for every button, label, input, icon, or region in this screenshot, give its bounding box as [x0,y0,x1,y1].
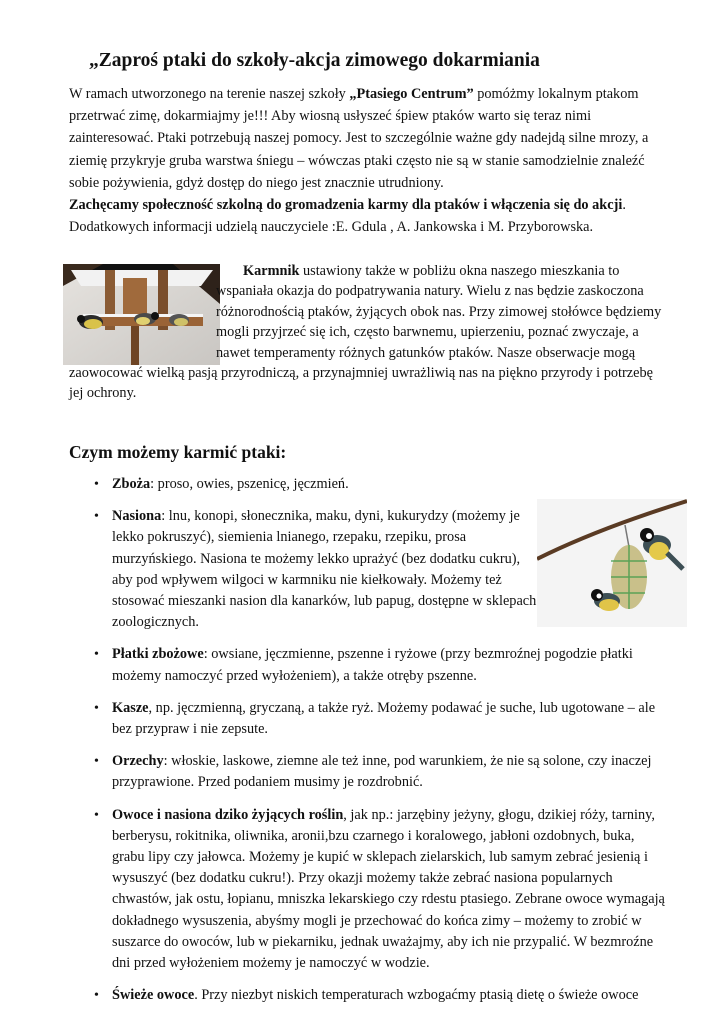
list-item [69,644,669,686]
seed-text-block [112,506,540,633]
item-term: Owoce i nasiona dziko żyjących roślin [112,806,344,823]
item-term: Płatki zbożowe [112,646,204,663]
bullet-icon: • [94,477,99,492]
contact-info: Dodatkowych informacji udzielą nauczyciele :E. Gdula , A. Jankowska i M. Przyborowska. [69,219,594,236]
call-to-action-bold: Zachęcamy społeczność szkolną do gromadzenia karmy dla ptaków i włączenia się do akcji [69,197,623,214]
list-item [69,751,669,793]
bullet-icon: • [94,700,99,716]
intro-section [69,83,669,238]
ptasie-centrum-name: „Ptasiego Centrum” [349,86,474,102]
item-description: : owsiane, jęczmienne, pszenne i ryżowe (przy bezmroźnej pogodzie płatki możemy namoczyć przed wyłożeniem), a także otręby pszenne. [112,646,633,684]
item-description: : lnu, konopi, słonecznika, maku, dyni, kukurydzy (możemy je lekko pokruszyć), siemienia lnianego, rzepaku, rzepiku, prosa murzyńskiego. Nasiona te możemy lekko uprażyć (bez dodatku cukru), aby pod wpływem wilgoci w karmniku nie kiełkowały. Możemy też stosować mieszanki nasion dla kanarków, lub papug, dostępne w sklepach zoologicznych. [112,508,537,631]
bullet-icon: • [94,647,99,663]
item-description: : włoskie, laskowe, ziemne ale też inne, pod warunkiem, że nie są solone, czy inaczej przyprawione. Przed podaniem musimy je rozdrobnić. [112,753,652,791]
list-item [69,698,669,740]
bullet-icon: • [94,807,99,823]
section-title: Czym możemy karmić ptaki: [69,442,287,462]
tits-on-seed-ball-photo [537,499,687,627]
item-description: . Przy niezbyt niskich temperaturach wzbogaćmy ptasią dietę o świeże owoce [194,987,639,1004]
feeder-text: ustawiony także w pobliżu okna naszego mieszkania to wspaniała okazja do podpatrywania natury. Wielu z nas będzie zaskoczona różnorodnością ptaków, żyjących obok nas. Przy zimowej stołówce będziemy mogli przyjrzeć się ich, często barwnemu, upierzeniu, poznać zwyczaje, a nawet temperamenty różnych gatunków ptaków. Nasze obserwacje mogą zaowocować wielką pasją przyrodniczą, a przynajmniej uwrażliwią nas na piękno przyrody i potrzebę jej ochrony. [69,263,662,402]
intro-text-start: W ramach utworzonego na terenie naszej szkoły [69,86,350,102]
list-item [69,474,669,495]
feeder-paragraph [69,261,669,404]
bullet-icon: • [94,754,99,770]
image-spacer [69,261,216,361]
item-term: Nasiona [112,508,162,525]
item-term: Zboża [112,476,151,492]
list-item [69,985,669,1006]
list-item [69,805,669,975]
item-description: : proso, owies, pszenicę, jęczmień. [150,476,349,492]
intro-text-rest: pomóżmy lokalnym ptakom przetrwać zimę, dokarmiajmy je!!! Aby wiosną usłyszeć śpiew ptaków warto się teraz nimi zainteresować. Ptaki potrzebują naszej pomocy. Jest to szczególnie ważne gdy nadejdą silne mrozy, a ziemię przykryje gruba warstwa śniegu – wówczas ptaki często nie są w stanie samodzielnie znaleźć sobie pożywienia, gdyż dostęp do niego jest znacznie utrudniony. [69,86,649,191]
bullet-icon: • [94,509,99,525]
call-to-action [69,194,669,216]
item-term: Orzechy [112,753,164,770]
bullet-icon: • [94,988,99,1004]
document-title: „Zaproś ptaki do szkoły-akcja zimowego dokarmiania [89,50,540,71]
feeder-keyword: Karmnik [243,263,300,279]
item-description: , jak np.: jarzębiny jeżyny, głogu, dzikiej róży, tarniny, berberysu, rokitnika, oliwnika, aronii,bzu czarnego i koralowego, jabłoni ozdobnych, buka, grabu lipy czy jałowca. Możemy je kupić w sklepach zielarskich, lub samym zebrać jesienią i wysuszyć (bez dodatku cukru!). Przy okazji możemy także zebrać nasiona popularnych chwastów, jak ostu, łopianu, mniszka lekarskiego czy rdestu ptasiego. Zebrane owoce wymagają dokładnego wysuszenia, abyśmy mogli je przechować do końca zimy – możemy to zrobić w suszarce do owoców, lub w piekarniku, jednak uważajmy, aby ich nie przypalić. W bezmroźne dni przed wyłożeniem możemy je namoczyć w wodzie. [112,806,665,972]
call-to-action-end: . [622,197,626,214]
intro-paragraph [69,83,669,194]
item-term: Kasze [112,699,149,716]
item-description: , np. jęczmienną, gryczaną, a także ryż. Możemy podawać je suche, lub ugotowane – ale bez przypraw i nie zepsute. [112,699,656,738]
item-term: Świeże owoce [112,987,195,1004]
